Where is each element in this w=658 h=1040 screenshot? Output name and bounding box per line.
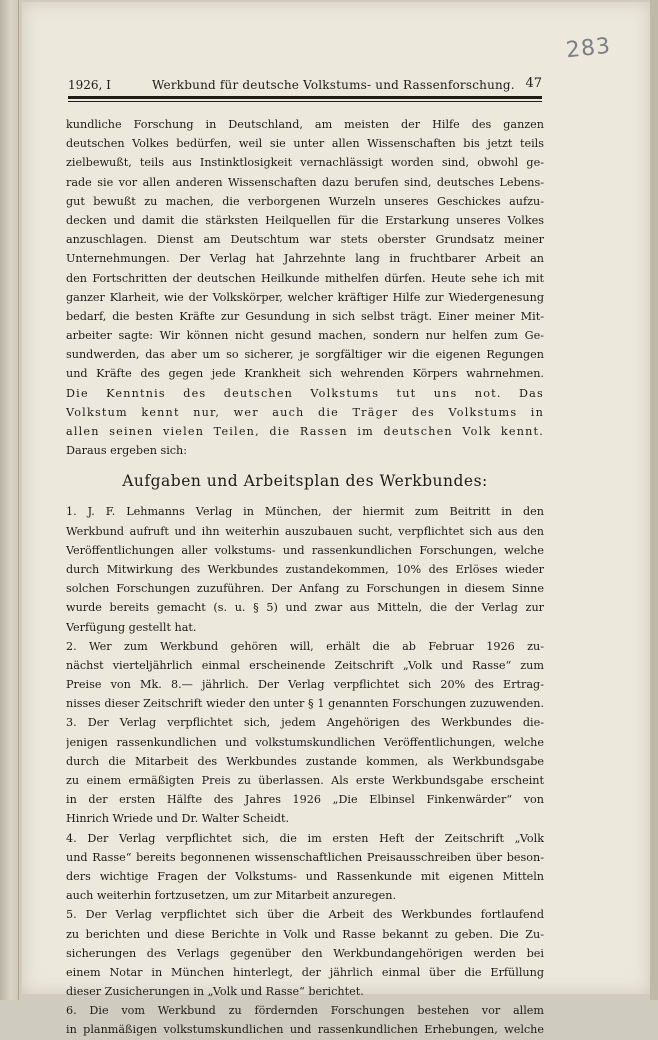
body-line: rade sie vor allen anderen Wissenschaften dazu berufen sind, deutsches Lebens- (66, 175, 544, 189)
list-line: Veröffentlichungen aller volkstums- und rassenkundlichen Forschungen, welche (66, 543, 544, 557)
list-line: nisses dieser Zeitschrift wieder den unter § 1 genannten Forschungen zuzuwenden. (66, 697, 544, 711)
list-line: auch weiterhin fortzusetzen, um zur Mitarbeit anzuregen. (66, 889, 397, 903)
list-line: Werkbund aufruft und ihn weiterhin auszubauen sucht, verpflichtet sich aus den (66, 524, 544, 538)
list-line: Hinrich Wriede und Dr. Walter Scheidt. (66, 812, 290, 826)
body-line-emphasis: allen seinen vielen Teilen, die Rassen im deutschen Volk kennt. (66, 425, 544, 438)
body-line: gut bewußt zu machen, die verborgenen Wurzeln unseres Geschickes aufzu- (66, 194, 544, 208)
list-line: zu einem ermäßigten Preis zu überlassen. Als erste Werkbundsgabe erscheint (66, 774, 544, 787)
list-line: solchen Forschungen zuzuführen. Der Anfang zu Forschungen in diesem Sinne (66, 582, 544, 596)
list-line: Verfügung gestellt hat. (66, 620, 197, 634)
list-line: 2. Wer zum Werkbund gehören will, erhält die ab Februar 1926 zu- (66, 639, 544, 653)
body-line: sundwerden, das aber um so sicherer, je sorgfältiger wir die eigenen Regungen (66, 348, 544, 362)
list-line: 5. Der Verlag verpflichtet sich über die Arbeit des Werkbundes fortlaufend (66, 908, 544, 922)
list-line: sicherungen des Verlags gegenüber den Werkbundangehörigen werden bei (66, 946, 544, 960)
body-line: bedarf, die besten Kräfte zur Gesundung in sich selbst trägt. Einer meiner Mit- (66, 309, 544, 323)
list-line: 1. J. F. Lehmanns Verlag in München, der hiermit zum Beitritt in den (66, 505, 544, 519)
list-line: durch Mitwirkung des Werkbundes zustandekommen, 10% des Erlöses wieder (66, 562, 544, 576)
list-line: wurde bereits gemacht (s. u. § 5) und zwar aus Mitteln, die der Verlag zur (66, 601, 544, 615)
header-rule-thin (68, 101, 542, 102)
list-line: 3. Der Verlag verpflichtet sich, jedem Angehörigen des Werkbundes die- (66, 716, 544, 730)
body-line: deutschen Volkes bedürfen, weil sie unter allen Wissenschaften bis jetzt teils (66, 137, 544, 151)
page-number: 47 (525, 76, 542, 91)
body-line: und Kräfte des gegen jede Krankheit sich wehrenden Körpers wahrnehmen. (66, 367, 544, 381)
section-heading: Aufgaben und Arbeitsplan des Werkbundes: (122, 472, 488, 491)
list-line: dieser Zusicherungen in „Volk und Rasse“ berichtet. (66, 985, 364, 999)
list-line: Preise von Mk. 8.— jährlich. Der Verlag verpflichtet sich 20% des Ertrag- (66, 678, 544, 692)
list-line: nächst vierteljährlich einmal erscheinende Zeitschrift „Volk und Rasse“ zum (66, 658, 544, 672)
list-line: durch die Mitarbeit des Werkbundes zustande kommen, als Werkbundsgabe (66, 754, 544, 768)
list-line: einem Notar in München hinterlegt, der jährlich einmal über die Erfüllung (66, 965, 544, 979)
body-line: Unternehmungen. Der Verlag hat Jahrzehnte lang in fruchtbarer Arbeit an (66, 252, 544, 266)
body-line: den Fortschritten der deutschen Heilkunde mithelfen dürfen. Heute sehe ich mit (66, 271, 544, 285)
body-line-emphasis: Volkstum kennt nur, wer auch die Träger des Volkstums in (66, 405, 544, 419)
list-line: zu berichten und diese Berichte in Volk und Rasse bekannt zu geben. Die Zu- (66, 927, 544, 941)
header-rule-thick (68, 96, 542, 99)
list-line: in planmäßigen volkstumskundlichen und rassenkundlichen Erhebungen, welche (66, 1023, 544, 1037)
body-line: decken und damit die stärksten Heilquellen für die Erstarkung unseres Volkes (66, 213, 544, 227)
running-head-issue: 1926, I (68, 78, 111, 92)
body-line: arbeiter sagte: Wir können nicht gesund machen, sondern nur helfen zum Ge- (66, 329, 544, 343)
list-line: 4. Der Verlag verpflichtet sich, die im ersten Heft der Zeitschrift „Volk (66, 831, 544, 845)
list-line: in der ersten Hälfte des Jahres 1926 „Die Elbinsel Finkenwärder“ von (66, 793, 544, 807)
list-line: ders wichtige Fragen der Volkstums- und Rassenkunde mit eigenen Mitteln (66, 869, 544, 883)
list-line: und Rasse“ bereits begonnenen wissenschaftlichen Preisausschreiben über beson- (66, 850, 544, 864)
handwritten-folio-number: 283 (564, 33, 613, 64)
page-body (66, 115, 544, 1040)
body-line: zielbewußt, teils aus Instinktlosigkeit vernachlässigt worden sind, obwohl ge- (66, 156, 544, 170)
list-line: jenigen rassenkundlichen und volkstumskundlichen Veröffentlichungen, welche (66, 735, 544, 749)
book-binding-edge (0, 0, 19, 1000)
running-head (68, 76, 542, 96)
body-line: ganzer Klarheit, wie der Volkskörper, welcher kräftiger Hilfe zur Wiedergenesung (66, 290, 544, 304)
body-line: anzuschlagen. Dienst am Deutschtum war stets oberster Grundsatz meiner (66, 233, 544, 247)
body-line: kundliche Forschung in Deutschland, am meisten der Hilfe des ganzen (66, 118, 544, 131)
running-head-title: Werkbund für deutsche Volkstums- und Rassenforschung. (152, 78, 515, 92)
body-line: Daraus ergeben sich: (66, 444, 188, 458)
body-line-emphasis: Die Kenntnis des deutschen Volkstums tut uns not. Das (66, 386, 544, 400)
list-line: 6. Die vom Werkbund zu fördernden Forschungen bestehen vor allem (66, 1004, 544, 1018)
page-edge-shadow (650, 0, 658, 1000)
